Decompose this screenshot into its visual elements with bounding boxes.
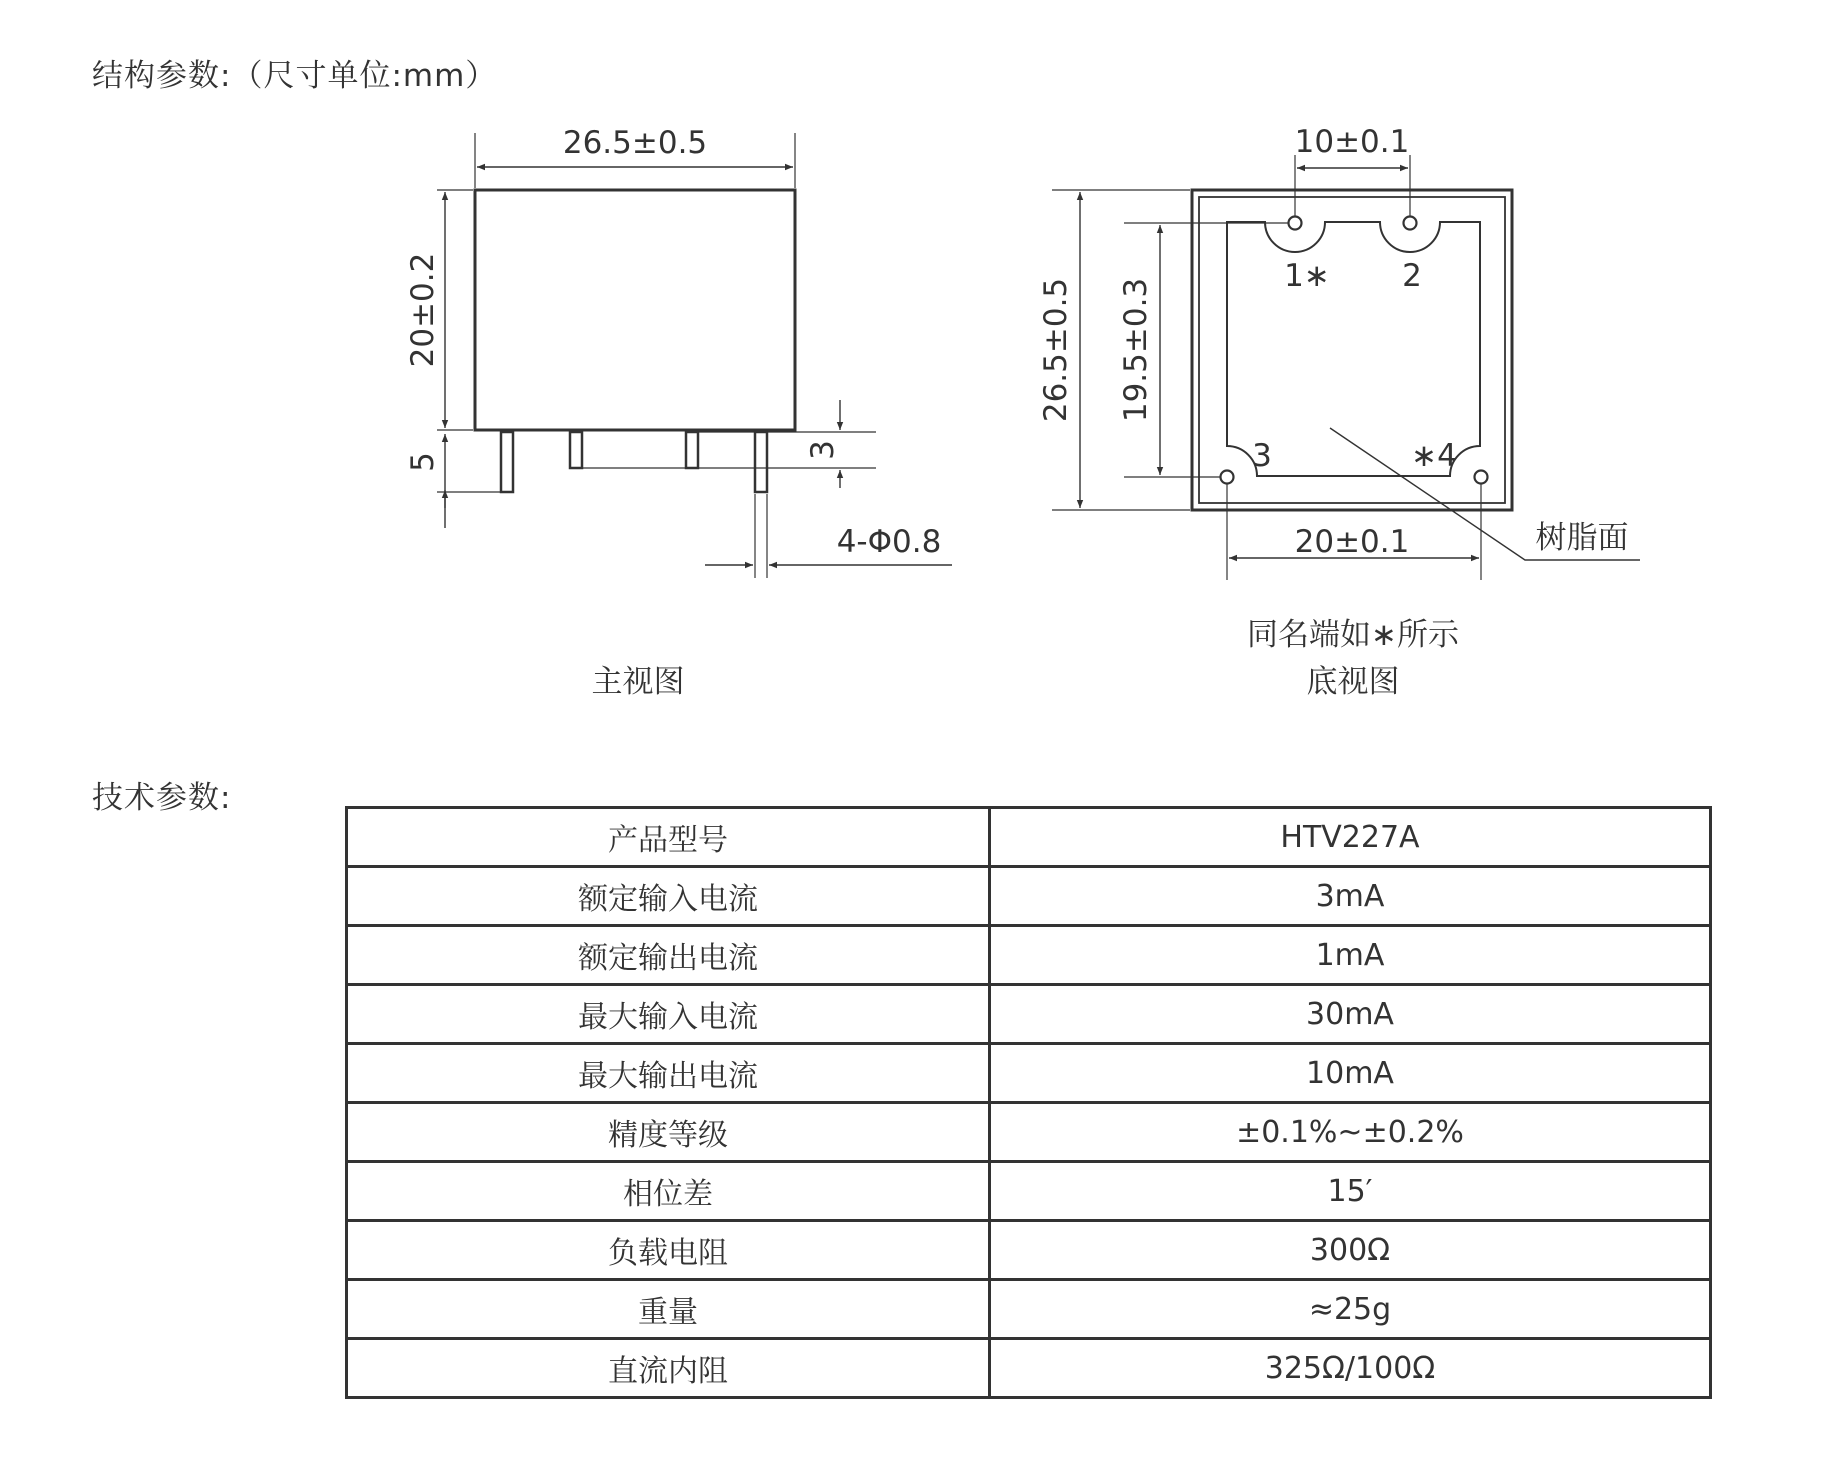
bottom-view-note: 同名端如∗所示	[1247, 617, 1459, 653]
spec-value: 15′	[990, 1162, 1711, 1221]
top-pin-spacing-label: 10±0.1	[1294, 124, 1410, 160]
bottom-pin-spacing-label: 20±0.1	[1294, 524, 1410, 560]
structure-parameters-title: 结构参数:（尺寸单位:mm）	[92, 58, 498, 94]
inner-height-label: 19.5±0.3	[1118, 277, 1154, 423]
table-row	[347, 1162, 1711, 1221]
front-view-drawing	[405, 125, 952, 700]
table-row	[347, 1339, 1711, 1398]
spec-value: ≈25g	[990, 1280, 1711, 1339]
pin-label-3: 3	[1252, 438, 1272, 474]
pin-label-4: ∗4	[1411, 438, 1457, 474]
pin-diameter-label: 4-Φ0.8	[836, 524, 942, 560]
spec-label: 额定输入电流	[347, 867, 990, 926]
pin-hole-4	[1475, 471, 1488, 484]
table-row	[347, 867, 1711, 926]
bottom-view-caption: 底视图	[1306, 664, 1400, 700]
table-row	[347, 1103, 1711, 1162]
spec-label: 重量	[347, 1280, 990, 1339]
spec-value: 1mA	[990, 926, 1711, 985]
pin-length-label: 5	[405, 452, 441, 472]
front-pin-4	[755, 432, 767, 492]
pin-hole-3	[1221, 471, 1234, 484]
spec-label: 最大输出电流	[347, 1044, 990, 1103]
table-row	[347, 1221, 1711, 1280]
front-pins	[501, 432, 767, 492]
front-view-caption: 主视图	[591, 664, 685, 700]
spec-label: 额定输出电流	[347, 926, 990, 985]
pin-label-1: 1∗	[1284, 258, 1330, 294]
table-row	[347, 1280, 1711, 1339]
spec-label: 相位差	[347, 1162, 990, 1221]
outer-height-label: 26.5±0.5	[1038, 277, 1074, 423]
front-pin-1	[501, 432, 513, 492]
spec-value: 300Ω	[990, 1221, 1711, 1280]
table-row	[347, 985, 1711, 1044]
bottom-inner-frame	[1199, 197, 1505, 503]
front-pin-3	[686, 432, 698, 468]
front-height-label: 20±0.2	[405, 252, 441, 368]
spec-value: ±0.1%~±0.2%	[990, 1103, 1711, 1162]
front-pin-2	[570, 432, 582, 468]
spec-label: 精度等级	[347, 1103, 990, 1162]
spec-value: 10mA	[990, 1044, 1711, 1103]
technical-parameters-table	[345, 806, 1712, 1399]
pin-label-2: 2	[1402, 258, 1422, 294]
technical-parameters-title: 技术参数:	[92, 780, 232, 816]
front-width-label: 26.5±0.5	[562, 125, 708, 161]
resin-face-label: 树脂面	[1535, 520, 1629, 556]
table-row	[347, 926, 1711, 985]
table-row	[347, 1044, 1711, 1103]
spec-label: 产品型号	[347, 808, 990, 867]
relay-body-outline	[475, 190, 795, 430]
table-row	[347, 808, 1711, 867]
bottom-outer-frame	[1192, 190, 1512, 510]
spec-value: 30mA	[990, 985, 1711, 1044]
spec-label: 最大输入电流	[347, 985, 990, 1044]
spec-label: 直流内阻	[347, 1339, 990, 1398]
spec-label: 负载电阻	[347, 1221, 990, 1280]
bottom-view-drawing	[1038, 124, 1640, 700]
pin-hole-1	[1289, 217, 1302, 230]
spec-value: 325Ω/100Ω	[990, 1339, 1711, 1398]
spec-value: HTV227A	[990, 808, 1711, 867]
spec-value: 3mA	[990, 867, 1711, 926]
pin-hole-2	[1404, 217, 1417, 230]
pin-offset-label: 3	[805, 440, 841, 460]
